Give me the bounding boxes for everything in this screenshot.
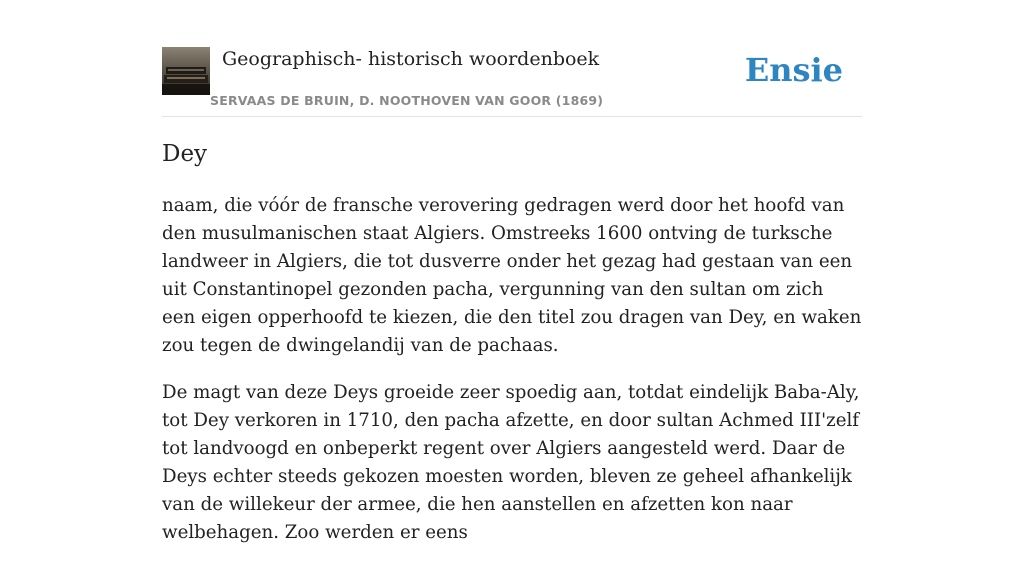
book-header xyxy=(162,46,862,117)
book-title[interactable]: Geographisch- historisch woordenboek xyxy=(222,48,600,70)
entry-paragraph: naam, die vóór de fransche verovering gedragen werd door het hoofd van den musulmanischen staat Algiers. Omstreeks 1600 ontving de turksche landweer in Algiers, die tot dusverre onder het gezag had gestaan van een uit Constantinopel gezonden pacha, vergunning van den sultan om zich een eigen opperhoofd te kiezen, die den titel zou dragen van Dey, en waken zou tegen de dwingelandij van de pachaas. xyxy=(162,195,862,356)
book-author: SERVAAS DE BRUIN, D. NOOTHOVEN VAN GOOR (1869) xyxy=(210,93,604,108)
entry-title: Dey xyxy=(162,141,208,167)
ensie-logo[interactable]: Ensie xyxy=(744,51,843,89)
book-cover-icon[interactable] xyxy=(162,47,210,95)
entry-body xyxy=(162,192,862,566)
entry-paragraph: De magt van deze Deys groeide zeer spoedig aan, totdat eindelijk Baba-Aly, tot Dey verkoren in 1710, den pacha afzette, en door sultan Achmed III'zelf tot landvoogd en onbeperkt regent over Algiers aangesteld werd. Daar de Deys echter steeds gekozen moesten worden, bleven ze geheel afhankelijk van de willekeur der armee, die hen aanstellen en afzetten kon naar welbehagen. Zoo werden er eens xyxy=(162,382,860,543)
